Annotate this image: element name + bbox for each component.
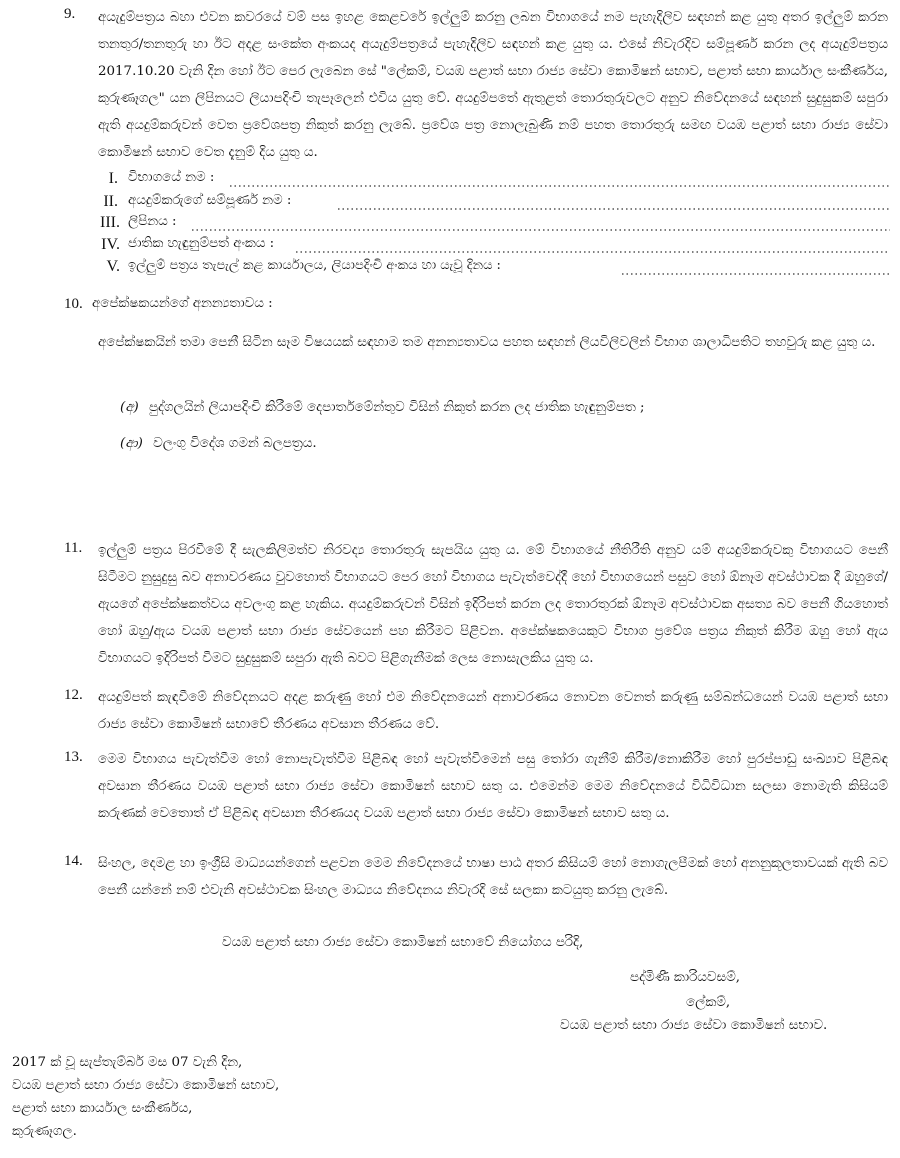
- form-field-2-label: අයදුම්කරුගේ සම්පූර්ණ නම :: [128, 193, 292, 208]
- form-field-4-dotted-line: [296, 250, 890, 254]
- paragraph-10-sub-aa: [120, 436, 317, 451]
- form-field-4: [100, 236, 890, 258]
- form-field-4-numeral: IV.: [101, 236, 120, 253]
- sub-aa-marker: (ආ): [120, 436, 143, 451]
- form-field-2-dotted-line: [338, 207, 890, 211]
- footer-line-3: පළාත් සභා කාර්යාල සංකීර්ණය,: [12, 1101, 193, 1116]
- form-field-1-dotted-line: [230, 184, 890, 188]
- paragraph-10-number: 10.: [64, 296, 83, 312]
- signature-name: පද්මිණී කාරියවසම්,: [630, 970, 741, 985]
- paragraph-11-text: ඉල්ලුම් පත්‍රය පිරවීමේ දී සැලකිලිමත්ව නිරවද්‍ය තොරතුරු සැපයිය යුතු ය. මේ විභාගයේ නීතිරීති අනුව යම් අයදුම්කරුවකු විභාගයට පෙනී සිටීමට නුසුදුසු බව අනාවරණය වුවහොත් විභාගයට පෙර හෝ විභාගය පැවැත්වෙද්දී හෝ විභාගයෙන් පසුව හෝ ඕනෑම අවස්ථාවක දී ඔහුගේ/ඇයගේ අපේක්ෂකත්වය අවලංගු කළ හැකිය. අයදුම්කරුවන් විසින් ඉදිරිපත් කරන ලද තොරතුරක් ඕනෑම අවස්ථාවක අසත්‍ය බව පෙනී ගියහොත් හෝ ඔහු/ඇය වයඹ පළාත් සභා රාජ්‍ය සේවයෙන් පහ කිරීමට පිළිවන. අපේක්ෂකයෙකුට විභාග ප්‍රවේශ පත්‍රය නිකුත් කිරීම ඔහු හෝ ඇය විභාගයට ඉදිරිපත් වීමට සුදුසුකම් සපුරා ඇති බවට පිළිගැනීමක් ලෙස නොසැලකිය යුතු ය.: [98, 543, 888, 666]
- paragraph-12-text: අයදුම්පත් කැඳවීමේ නිවේදනයට අදළ කරුණු හෝ එම නිවේදනයෙන් අනාවරණය නොවන වෙනත් කරුණු සම්බන්ධයෙන් වයඹ පළාත් සභා රාජ්‍ය සේවා කොමිෂන් සභාවේ තීරණය අවසාන තීරණය වේ.: [98, 690, 888, 732]
- paragraph-13-text: මෙම විභාගය පැවැත්වීම හෝ නොපැවැත්වීම පිළිබඳ හෝ පැවැත්වීමෙන් පසු තෝරා ගැනීම් කිරීම/නොකිරීම හෝ පුරප්පාඩු සංඛ්‍යාව පිළිබඳ අවසාන තීරණය වයඹ පළාත් සභා රාජ්‍ය සේවා කොමිෂන් සභාව සතු ය. එමෙන්ම මෙම නිවේදනයේ විධිවිධාන සලසා නොමැති කිසියම් කරුණක් වෙතොත් ඒ පිළිබඳ අවසාන තීරණයද වයඹ පළාත් සභා රාජ්‍ය සේවා කොමිෂන් සභාව සතු ය.: [98, 752, 888, 821]
- form-field-5: [100, 258, 890, 280]
- form-field-5-dotted-line: [622, 272, 890, 276]
- paragraph-10-heading: අපේක්ෂකයන්ගේ අනන්‍යතාවය :: [92, 296, 273, 311]
- signature-title: ලේකම්,: [686, 995, 731, 1010]
- form-field-4-label: ජාතික හැඳුනුම්පත් අංකය :: [128, 236, 275, 251]
- form-field-5-label: ඉල්ලුම් පත්‍රය තැපැල් කළ කාර්යාලය, ලියාපදිංචි අංකය හා යැවූ දිනය :: [128, 258, 501, 273]
- paragraph-12-number: 12.: [64, 687, 83, 703]
- form-field-1-numeral: I.: [108, 170, 118, 187]
- sub-a-marker: (අ): [120, 400, 139, 415]
- paragraph-9-text: අයැදුම්පත්‍රය බහා එවන කවරයේ වම් පස ඉහළ කෙළවරේ ඉල්ලුම් කරනු ලබන විභාගයේ නම පැහැදිලිව සඳහන් කළ යුතු අතර ඉල්ලුම් කරන තනතුර/තනතුරු හා ඊට අදළ සංකේත අංකයද අයැදුම්පත්‍රයේ පැහැදිලිව සඳහන් කළ යුතු ය. එසේ නිවැරදිව සම්පූර්ණ කරන ලද අයැදුම්පත්‍රය 2017.10.20 වැනි දින හෝ ඊට පෙර ලැබෙන සේ "ලේකම්, වයඹ පළාත් සභා රාජ්‍ය සේවා කොමිෂන් සභාව, පළාත් සභා කාර්යාල සංකීර්ණය, කුරුණෑගල" යන ලිපිනයට ලියාපදිංචි තැපෑලෙන් එවිය යුතු වේ. අයදුම්පතේ ඇතුළත් තොරතුරුවලට අනුව නිවේදනයේ සඳහන් සුදුසුකම් සපුරා ඇති අයදුම්කරුවන් වෙත ප්‍රවේශපත්‍ර නිකුත් කරනු ලැබේ. ප්‍රවේශ පත්‍ර නොලැබුණි නම් පහත තොරතුරු සමඟ වයඹ පළාත් සභා රාජ්‍ය සේවා කොමිෂන් සභාව වෙත දැනුම් දිය යුතු ය.: [98, 10, 888, 160]
- paragraph-10-text: අපේක්ෂකයින් තමා පෙනී සිටින සෑම විෂයයක් සඳහාම තම අනන්‍යතාවය පහත සඳහන් ලියවිලිවලින් විභාග ශාලාධිපතිට තහවුරු කළ යුතු ය.: [98, 335, 876, 350]
- footer-line-2: වයඹ පළාත් සභා රාජ්‍ය සේවා කොමිෂන් සභාව,: [12, 1078, 280, 1093]
- form-field-2-numeral: II.: [103, 193, 118, 210]
- paragraph-10-sub-a: [120, 400, 644, 415]
- paragraph-11-number: 11.: [64, 540, 83, 556]
- form-field-3: [100, 214, 890, 236]
- signature-org: වයඹ පළාත් සභා රාජ්‍ය සේවා කොමිෂන් සභාව.: [560, 1018, 828, 1033]
- form-field-3-numeral: III.: [100, 214, 120, 231]
- footer-line-4: කුරුණෑගල.: [12, 1124, 77, 1139]
- paragraph-13-number: 13.: [64, 749, 83, 765]
- form-field-2: [100, 193, 890, 215]
- footer-date: 2017 ක් වූ සැප්තැම්බර් මස 07 වැනි දින,: [12, 1055, 243, 1070]
- closing-line: වයඹ පළාත් සභා රාජ්‍ය සේවා කොමිෂන් සභාවේ නියෝගය පරිදි,: [222, 935, 584, 950]
- form-field-5-numeral: V.: [106, 258, 120, 275]
- form-field-3-dotted-line: [192, 228, 890, 232]
- paragraph-14-text: සිංහල, දෙමළ හා ඉංග්‍රීසි මාධ්‍යයන්ගෙන් පළවන මෙම නිවේදනයේ භාෂා පාඨ අතර කිසියම් හෝ නොගැලපීමක් හෝ අනනුකූලතාවයක් ඇති බව පෙනී යන්නේ නම් එවැනි අවස්ථාවක සිංහල මාධ්‍යය නිවේදනය නිවැරදි සේ සලකා කටයුතු කරනු ලැබේ.: [98, 856, 888, 898]
- form-field-1-label: විභාගයේ නම :: [128, 170, 215, 185]
- paragraph-9-number: 9.: [64, 6, 76, 22]
- form-field-3-label: ලිපිනය :: [128, 214, 177, 229]
- sub-a-text: පුද්ගලයින් ලියාපදිංචි කිරීමේ දෙපාර්තමේන්තුව විසින් නිකුත් කරන ලද ජාතික හැඳුනුම්පත ;: [148, 400, 645, 415]
- paragraph-14-number: 14.: [64, 853, 83, 869]
- sub-aa-text: වලංගු විදේශ ගමන් බලපත්‍රය.: [153, 436, 317, 451]
- form-field-1: [100, 170, 890, 192]
